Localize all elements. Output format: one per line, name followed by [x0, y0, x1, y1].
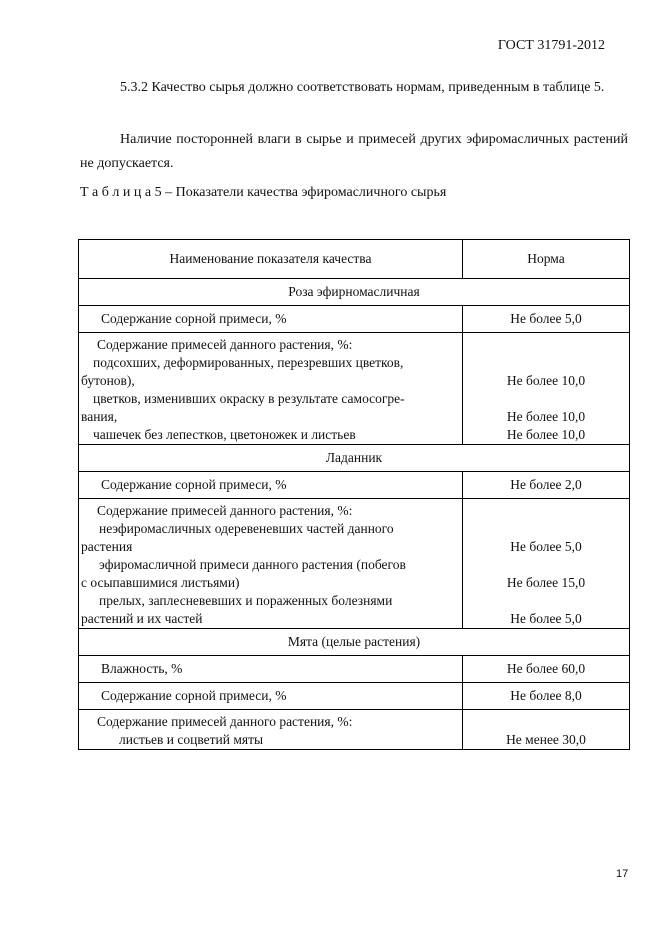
indicator-cell: Содержание сорной примеси, %: [79, 683, 463, 710]
indicator-line: вания,: [81, 409, 118, 424]
indicator-line: подсохших, деформированных, перезревших цветков,: [93, 355, 404, 370]
table-row: [79, 333, 630, 445]
indicator-cell: Содержание сорной примеси, %: [79, 306, 463, 333]
indicator-cell: [79, 499, 463, 629]
norm-cell: [463, 333, 630, 445]
table-caption: [80, 185, 446, 201]
table-caption-title: – Показатели качества эфиромасличного сырья: [161, 185, 447, 200]
section-row: [79, 279, 630, 306]
section-row: [79, 445, 630, 472]
section-title: Мята (целые растения): [79, 629, 630, 656]
norm-line: Не менее 30,0: [506, 732, 586, 747]
indicator-line: растений и их частей: [81, 611, 203, 626]
document-header: ГОСТ 31791-2012: [497, 38, 605, 53]
norm-line: Не более 5,0: [510, 611, 582, 626]
table-row: [79, 710, 630, 750]
norm-cell: Не более 5,0: [463, 306, 630, 333]
table-row: [79, 472, 630, 499]
norm-line: [465, 713, 627, 731]
indicator-line: бутонов),: [81, 373, 135, 388]
paragraph-5-3-2: 5.3.2 Качество сырья должно соответствовать нормам, приведенным в таблице 5.: [120, 80, 605, 95]
paragraph-moisture: Наличие посторонней влаги в сырье и примесей других эфиромасличных растений не допускается.: [80, 132, 628, 171]
indicator-line: Содержание примесей данного растения, %:: [97, 503, 353, 518]
quality-table-container: [78, 239, 630, 750]
norm-line: [465, 502, 627, 520]
norm-line: Не более 15,0: [506, 575, 586, 590]
section-title: Ладанник: [79, 445, 630, 472]
norm-line: [465, 520, 627, 538]
table-row: [79, 306, 630, 333]
header-indicator: Наименование показателя качества: [79, 240, 463, 279]
quality-table: [78, 239, 630, 750]
norm-cell: [463, 710, 630, 750]
norm-line: Не более 10,0: [506, 373, 586, 388]
norm-line: [465, 556, 627, 574]
indicator-line: с осыпавшимися листьями): [81, 575, 240, 590]
norm-line: [465, 354, 627, 372]
indicator-line: неэфиромасличных одеревеневших частей данного: [99, 521, 394, 536]
indicator-cell: [79, 710, 463, 750]
indicator-cell: Содержание сорной примеси, %: [79, 472, 463, 499]
norm-line: Не более 5,0: [510, 539, 582, 554]
table-header-row: [79, 240, 630, 279]
table-row: [79, 656, 630, 683]
indicator-line: цветков, изменивших окраску в результате самосогре-: [93, 391, 405, 406]
section-row: [79, 629, 630, 656]
indicator-line: прелых, заплесневевших и пораженных болезнями: [99, 593, 393, 608]
section-title: Роза эфирномасличная: [79, 279, 630, 306]
indicator-line: листьев и соцветий мяты: [119, 732, 264, 747]
indicator-line: эфиромасличной примеси данного растения (побегов: [99, 557, 406, 572]
norm-line: Не более 10,0: [506, 427, 586, 442]
header-norm: Норма: [463, 240, 630, 279]
norm-line: Не более 10,0: [506, 409, 586, 424]
norm-cell: Не более 8,0: [463, 683, 630, 710]
indicator-line: чашечек без лепестков, цветоножек и листьев: [93, 427, 356, 442]
norm-line: [465, 336, 627, 354]
norm-cell: Не более 2,0: [463, 472, 630, 499]
table-row: [79, 499, 630, 629]
norm-cell: [463, 499, 630, 629]
norm-line: [465, 390, 627, 408]
norm-line: [465, 592, 627, 610]
table-caption-label: Т а б л и ц а 5: [80, 185, 162, 200]
indicator-cell: [79, 333, 463, 445]
indicator-line: растения: [81, 539, 133, 554]
norm-cell: Не более 60,0: [463, 656, 630, 683]
indicator-cell: Влажность, %: [79, 656, 463, 683]
table-row: [79, 683, 630, 710]
table-body: [79, 279, 630, 750]
indicator-line: Содержание примесей данного растения, %:: [97, 714, 353, 729]
page-number: 17: [616, 868, 629, 880]
indicator-line: Содержание примесей данного растения, %:: [97, 337, 353, 352]
